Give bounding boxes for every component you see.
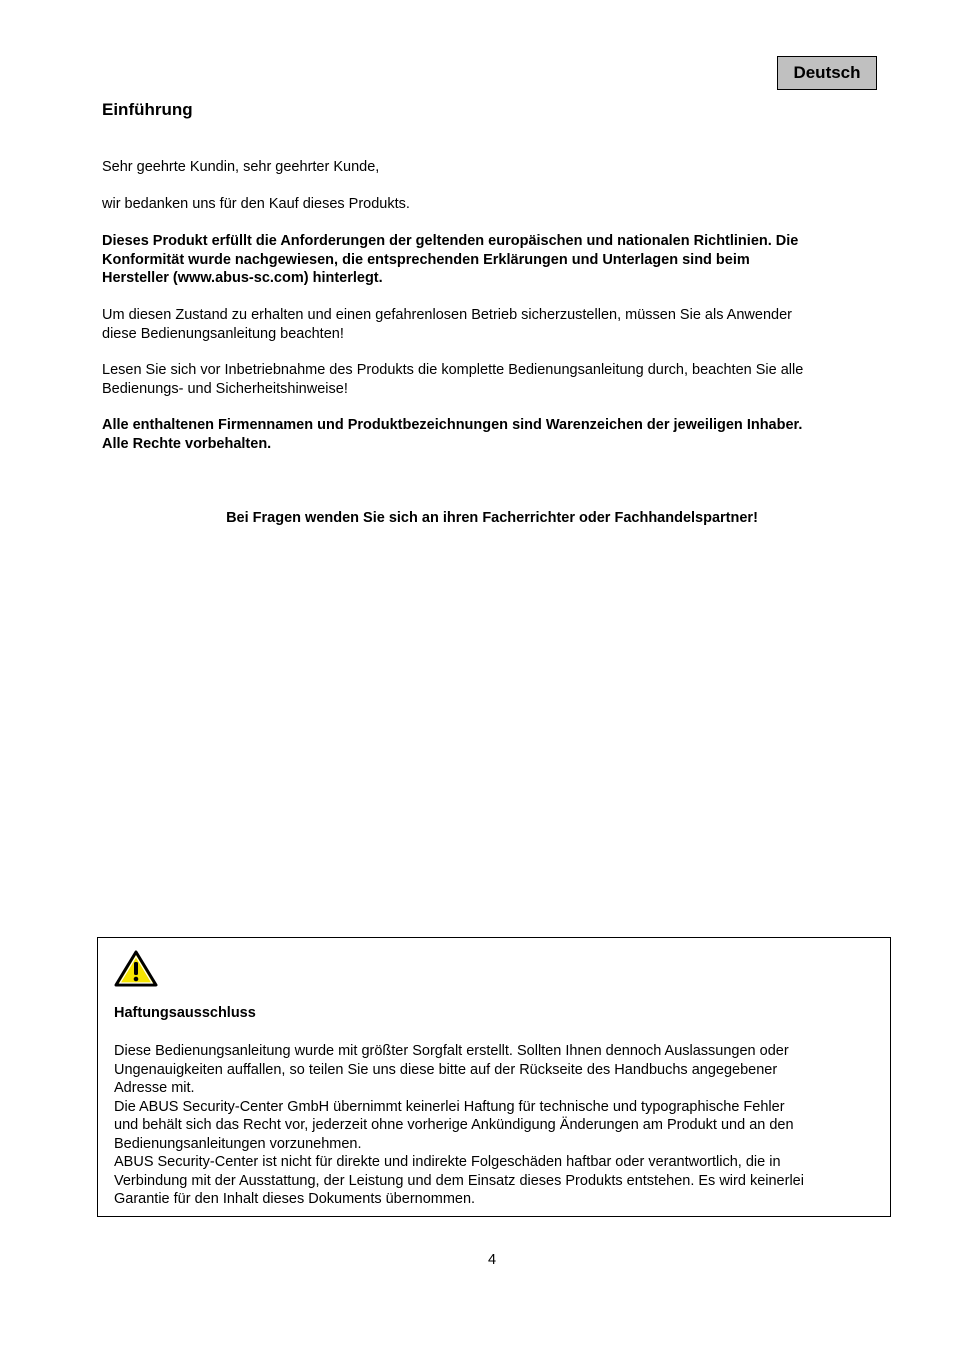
disclaimer-line: ABUS Security-Center ist nicht für direkte und indirekte Folgeschäden haftbar oder verantwortlich, die in [114, 1154, 781, 1170]
disclaimer-box [97, 937, 891, 1217]
questions-notice: Bei Fragen wenden Sie sich an ihren Facherrichter oder Fachhandelspartner! [226, 510, 758, 526]
disclaimer-title: Haftungsausschluss [114, 1005, 256, 1021]
warning-triangle-icon [114, 950, 158, 988]
trademark-line: Alle enthaltenen Firmennamen und Produktbezeichnungen sind Warenzeichen der jeweiligen Inhaber. [102, 417, 803, 433]
conformity-paragraph [102, 232, 892, 288]
disclaimer-line: Adresse mit. [114, 1080, 195, 1096]
disclaimer-body [114, 1042, 884, 1209]
read-manual-line: Lesen Sie sich vor Inbetriebnahme des Produkts die komplette Bedienungsanleitung durch, beachten Sie alle [102, 362, 804, 378]
conformity-line: Dieses Produkt erfüllt die Anforderungen der geltenden europäischen und nationalen Richtlinien. Die [102, 233, 799, 249]
greeting-text: Sehr geehrte Kundin, sehr geehrter Kunde, [102, 159, 380, 175]
trademark-line: Alle Rechte vorbehalten. [102, 435, 272, 452]
conformity-line: Hersteller (www.abus-sc.com) hinterlegt. [102, 270, 383, 286]
conformity-line: Konformität wurde nachgewiesen, die entsprechenden Erklärungen und Unterlagen sind beim [102, 251, 750, 268]
disclaimer-line: Garantie für den Inhalt dieses Dokuments übernommen. [114, 1191, 476, 1207]
disclaimer-line: Bedienungsanleitungen vorzunehmen. [114, 1135, 362, 1152]
thanks-text: wir bedanken uns für den Kauf dieses Produkts. [102, 196, 410, 212]
safe-operation-line: diese Bedienungsanleitung beachten! [102, 325, 344, 342]
disclaimer-line: Verbindung mit der Ausstattung, der Leistung und dem Einsatz dieses Produkts entstehen. Es wird keinerlei [114, 1172, 804, 1189]
page-heading: Einführung [102, 100, 193, 119]
disclaimer-line: Ungenauigkeiten auffallen, so teilen Sie uns diese bitte auf der Rückseite des Handbuchs angegebener [114, 1061, 778, 1078]
disclaimer-line: Die ABUS Security-Center GmbH übernimmt keinerlei Haftung für technische und typographische Fehler [114, 1098, 785, 1115]
read-manual-line: Bedienungs- und Sicherheitshinweise! [102, 380, 348, 397]
page-number: 4 [487, 1252, 497, 1268]
safe-operation-paragraph [102, 306, 892, 343]
disclaimer-line: und behält sich das Recht vor, jederzeit ohne vorherige Ankündigung Änderungen am Produkt und an den [114, 1117, 794, 1133]
disclaimer-line: Diese Bedienungsanleitung wurde mit größter Sorgfalt erstellt. Sollten Ihnen dennoch Auslassungen oder [114, 1043, 789, 1059]
read-manual-paragraph [102, 361, 892, 398]
language-badge: Deutsch [777, 56, 877, 90]
trademark-paragraph [102, 416, 892, 453]
safe-operation-line: Um diesen Zustand zu erhalten und einen gefahrenlosen Betrieb sicherzustellen, müssen Sie als Anwender [102, 307, 792, 323]
